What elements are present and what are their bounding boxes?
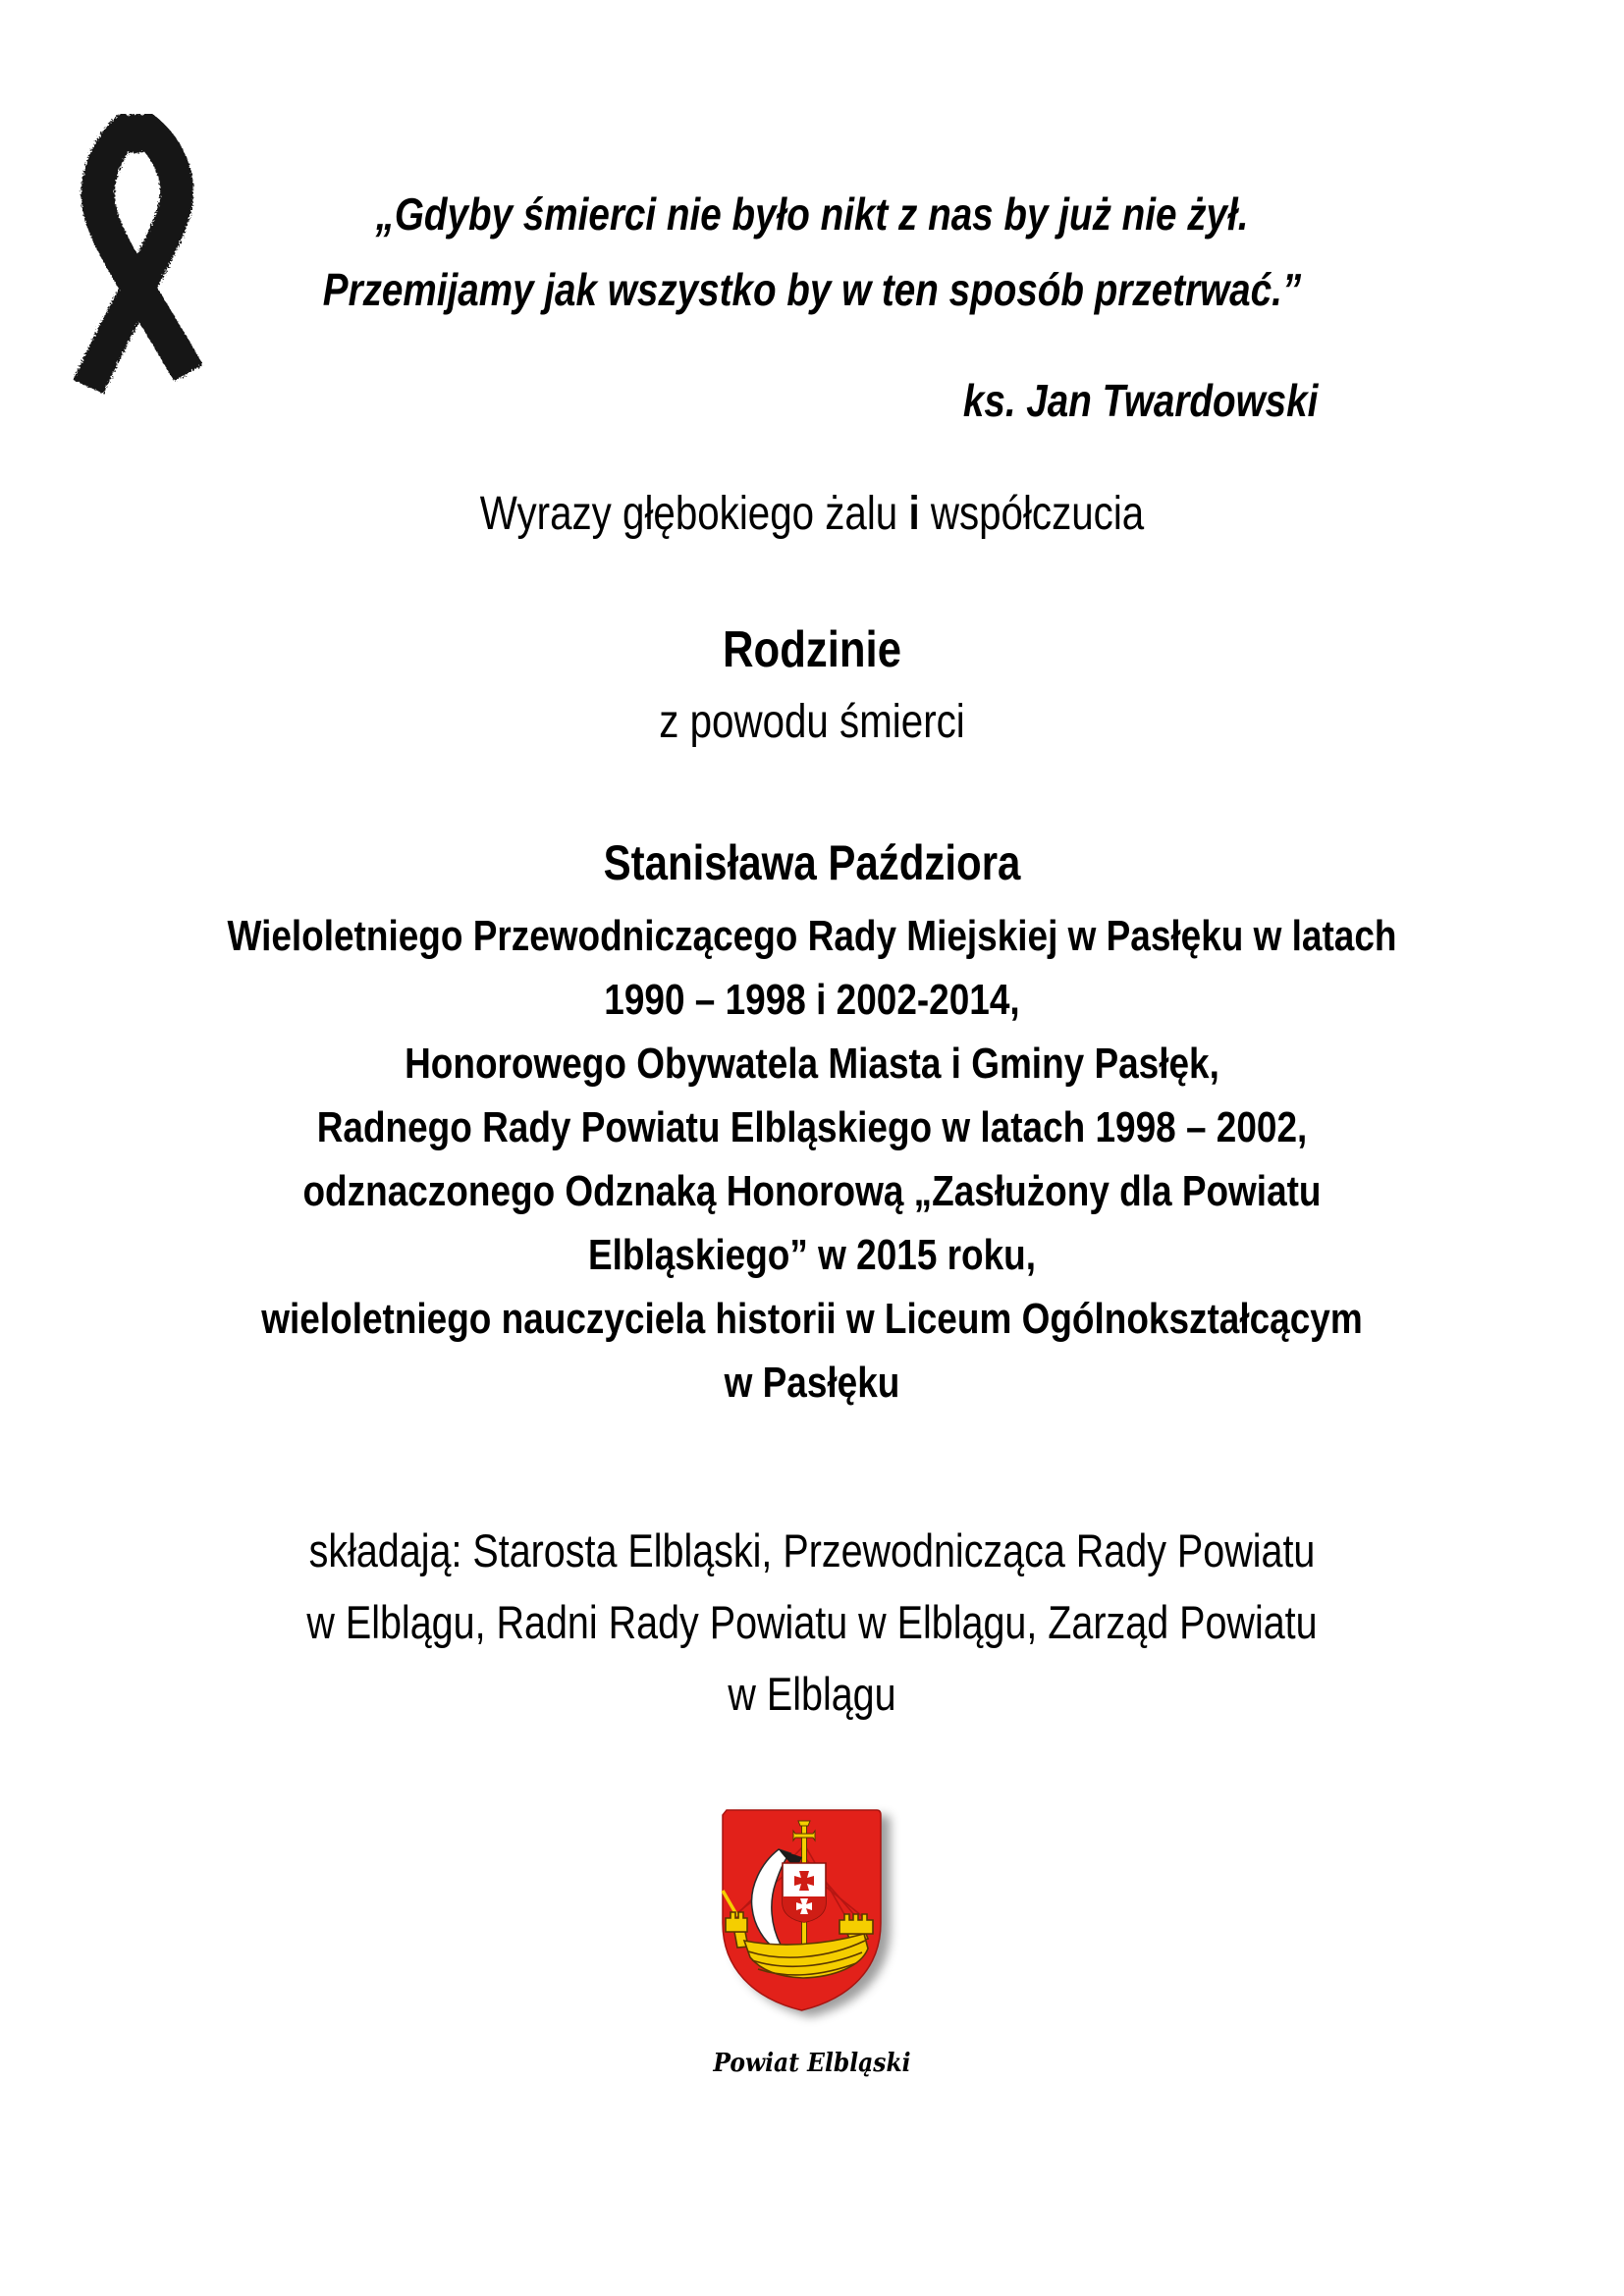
role-line: 1990 – 1998 i 2002-2014, (604, 976, 1020, 1024)
coat-of-arms-icon (720, 1808, 884, 2014)
mast-banner (783, 1863, 826, 1922)
deceased-roles-block (130, 904, 1493, 1415)
mourning-ribbon-svg (63, 114, 210, 403)
signatories-line: w Elblągu, Radni Rady Powiatu w Elblągu, Zarząd Powiatu (306, 1596, 1318, 1648)
role-line: Radnego Rady Powiatu Elbląskiego w latach 1998 – 2002, (316, 1103, 1308, 1151)
role-line: Honorowego Obywatela Miasta i Gminy Pasłęk, (405, 1040, 1219, 1088)
role-line: w Pasłęku (724, 1359, 900, 1407)
intro-conjunction: i (908, 488, 920, 540)
role-line: wieloletniego nauczyciela historii w Liceum Ogólnokształcącym (261, 1295, 1363, 1343)
intro-text-pre: Wyrazy głębokiego żalu (479, 488, 909, 540)
recipient-line: Rodzinie (722, 621, 901, 678)
deceased-name: Stanisława Paździora (603, 835, 1021, 890)
intro-text-post: współczucia (919, 488, 1145, 540)
quote-attribution: ks. Jan Twardowski (962, 375, 1318, 426)
role-line: odznaczonego Odznaką Honorową „Zasłużony dla Powiatu (302, 1167, 1322, 1215)
coat-of-arms-svg (720, 1808, 884, 2014)
signatories-line: składają: Starosta Elbląski, Przewodnicząca Rady Powiatu (308, 1524, 1316, 1576)
signatories-line: w Elblągu (728, 1668, 896, 1720)
condolence-intro (130, 488, 1493, 540)
role-line: Wieloletniego Przewodniczącego Rady Miejskiej w Pasłęku w latach (227, 912, 1397, 960)
signatories-block (130, 1515, 1493, 1730)
reason-line: z powodu śmierci (659, 696, 965, 748)
mourning-ribbon-icon (63, 114, 210, 403)
crest-caption: Powiat Elbląski (713, 2049, 911, 2078)
quote-line-1: „Gdyby śmierci nie było nikt z nas by już nie żył. (375, 188, 1249, 240)
role-line: Elbląskiego” w 2015 roku, (587, 1231, 1037, 1279)
quote-line-2: Przemijamy jak wszystko by w ten sposób przetrwać.” (322, 264, 1302, 315)
